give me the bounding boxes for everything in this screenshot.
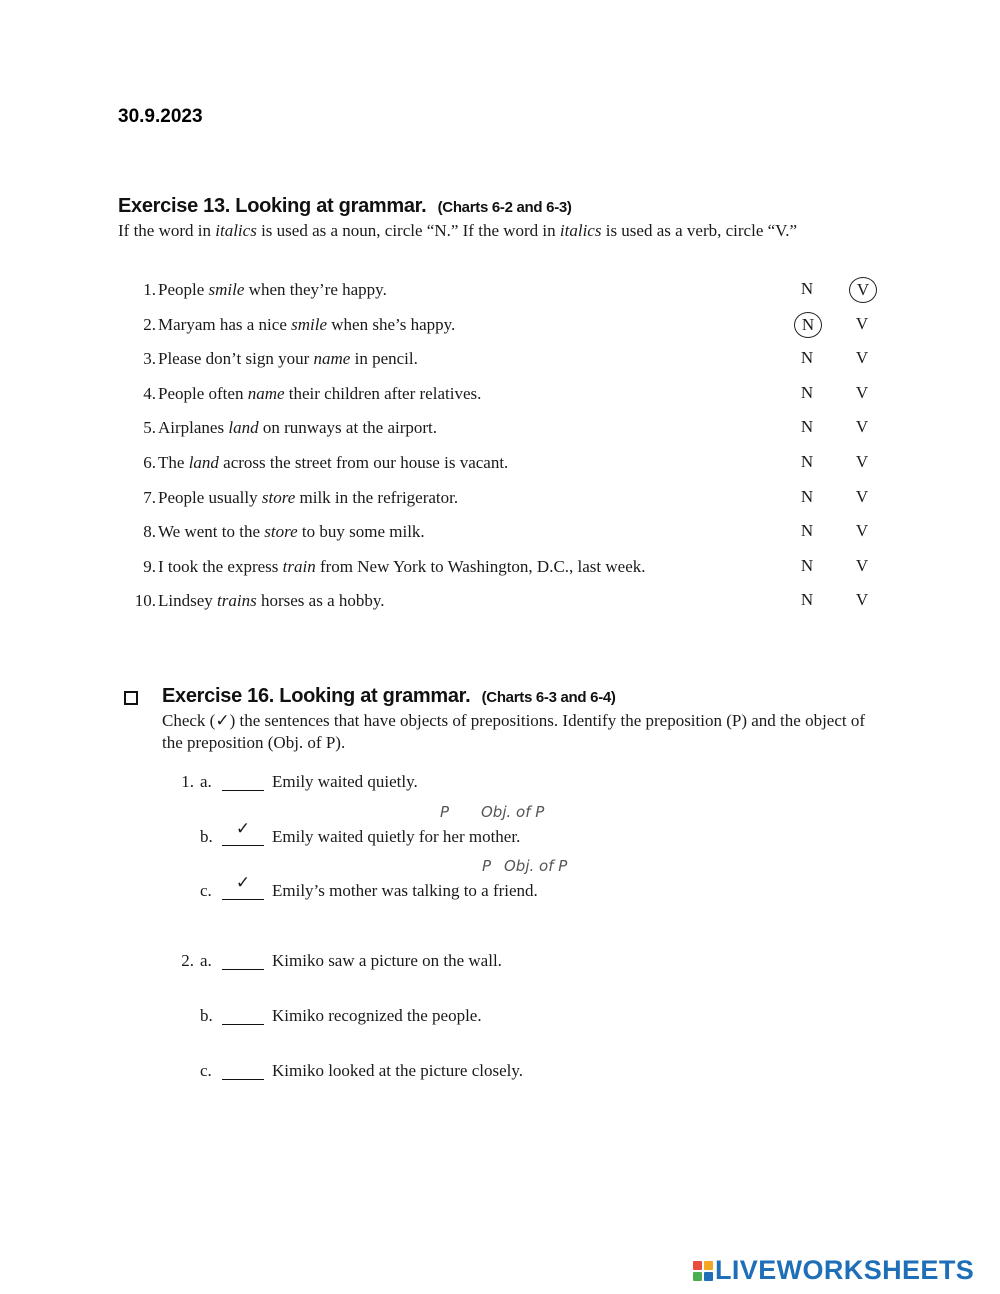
item-number: 9. xyxy=(143,556,156,576)
item-sentence xyxy=(158,315,455,335)
exercise-13 xyxy=(118,195,878,611)
exercise-13-item xyxy=(118,557,878,592)
exercise-13-items xyxy=(118,280,878,626)
item-number: 8. xyxy=(143,522,156,542)
target-word: store xyxy=(261,487,296,507)
exercise-13-item xyxy=(118,591,878,626)
option-verb[interactable]: V xyxy=(855,486,869,506)
option-verb[interactable]: V xyxy=(855,590,869,610)
logo-mark-icon xyxy=(693,1261,713,1281)
option-verb[interactable]: V xyxy=(855,348,869,368)
item-sentence xyxy=(158,557,646,577)
sentence-start: Please don’t sign your xyxy=(158,349,314,369)
item-number: 6. xyxy=(143,452,156,472)
logo-square xyxy=(693,1272,702,1281)
item-sentence xyxy=(158,280,387,300)
exercise-13-charts: (Charts 6-2 and 6-3) xyxy=(437,199,572,216)
exercise-13-item xyxy=(118,418,878,453)
item-letter: a. xyxy=(200,772,212,791)
italic-term: italics xyxy=(559,221,602,240)
exercise-16-title xyxy=(162,685,882,708)
answer-blank[interactable] xyxy=(222,951,264,970)
item-number: 10. xyxy=(134,591,156,611)
option-verb[interactable]: V xyxy=(855,451,869,471)
group-number: 2. xyxy=(181,951,194,970)
item-letter: c. xyxy=(200,1061,212,1080)
target-word: smile xyxy=(208,280,245,299)
exercise-13-item xyxy=(118,522,878,557)
item-sentence: Emily’s mother was talking to a friend. xyxy=(272,881,538,900)
target-word: trains xyxy=(217,591,257,611)
sentence-start: People xyxy=(158,280,209,299)
option-noun[interactable]: N xyxy=(800,451,814,471)
exercise-13-title xyxy=(118,195,878,218)
checkmark-icon: ✓ xyxy=(235,873,251,893)
option-verb[interactable]: V xyxy=(855,382,869,402)
target-word: name xyxy=(247,383,285,403)
instruction-text: is used as a noun, circle “N.” If the word in xyxy=(256,221,560,240)
option-noun[interactable]: N xyxy=(800,382,814,402)
sentence-start: Airplanes xyxy=(158,418,229,438)
annotation-obj-of-p: Obj. of P xyxy=(504,857,568,875)
annotation-p: P xyxy=(440,803,450,821)
sentence-end: when she’s happy. xyxy=(327,314,456,334)
option-noun[interactable]: N xyxy=(800,555,814,575)
sentence-end: when they’re happy. xyxy=(244,280,387,299)
target-word: train xyxy=(282,556,316,576)
sentence-end: their children after relatives. xyxy=(284,383,482,403)
logo-text: LIVEWORKSHEETS xyxy=(715,1255,975,1285)
instruction-text: is used as a verb, circle “V.” xyxy=(601,221,798,240)
item-sentence: Kimiko recognized the people. xyxy=(272,1006,482,1025)
target-word: smile xyxy=(291,314,328,334)
item-sentence xyxy=(158,384,481,404)
exercise-13-item xyxy=(118,349,878,384)
exercise-16-charts: (Charts 6-3 and 6-4) xyxy=(481,689,616,706)
answer-blank[interactable] xyxy=(222,772,264,791)
sentence-end: milk in the refrigerator. xyxy=(295,487,459,507)
answer-blank[interactable] xyxy=(222,1061,264,1080)
exercise-13-title-text: Exercise 13. Looking at grammar. xyxy=(118,195,427,217)
option-verb[interactable]: V xyxy=(855,555,869,575)
item-number: 7. xyxy=(143,487,156,507)
exercise-16-title-text: Exercise 16. Looking at grammar. xyxy=(162,685,471,707)
annotation-obj-of-p: Obj. of P xyxy=(481,803,545,821)
item-sentence xyxy=(158,349,418,369)
target-word: land xyxy=(188,452,219,472)
item-letter: a. xyxy=(200,951,212,970)
item-sentence xyxy=(158,488,458,508)
item-number: 2. xyxy=(143,314,156,334)
exercise-13-item xyxy=(118,280,878,315)
sentence-start: The xyxy=(158,452,189,472)
logo-square xyxy=(704,1272,713,1281)
exercise-13-item xyxy=(118,453,878,488)
sentence-end: in pencil. xyxy=(350,349,418,369)
exercise-16-header xyxy=(162,685,882,754)
item-sentence xyxy=(158,591,385,611)
logo-square xyxy=(704,1261,713,1270)
sentence-start: People usually xyxy=(158,487,262,507)
option-noun[interactable]: N xyxy=(800,521,814,541)
sentence-end: across the street from our house is vacant. xyxy=(218,452,509,472)
option-noun[interactable]: N xyxy=(800,348,814,368)
item-sentence xyxy=(158,418,437,438)
option-verb[interactable]: V xyxy=(855,417,869,437)
item-letter: c. xyxy=(200,881,212,900)
item-sentence xyxy=(158,522,425,542)
annotation-p: P xyxy=(482,857,492,875)
option-noun[interactable]: N xyxy=(794,312,822,338)
option-noun[interactable]: N xyxy=(800,486,814,506)
sentence-start: Maryam has a nice xyxy=(158,314,292,334)
sentence-end: from New York to Washington, D.C., last week. xyxy=(315,556,646,576)
target-word: land xyxy=(228,418,259,438)
item-number: 1. xyxy=(143,280,156,299)
option-noun[interactable]: N xyxy=(800,279,814,298)
sentence-start: Lindsey xyxy=(158,591,218,611)
option-noun[interactable]: N xyxy=(800,417,814,437)
item-sentence xyxy=(158,453,508,473)
sentence-start: People often xyxy=(158,383,248,403)
option-verb[interactable]: V xyxy=(855,521,869,541)
item-letter: b. xyxy=(200,827,213,846)
date: 30.9.2023 xyxy=(118,106,203,127)
item-letter: b. xyxy=(200,1006,213,1025)
group-number: 1. xyxy=(181,772,194,791)
sentence-end: horses as a hobby. xyxy=(256,591,385,611)
exercise-13-item xyxy=(118,384,878,419)
exercise-16-instructions: Check (✓) the sentences that have objects of prepositions. Identify the preposition (P) and the object of the preposition (Obj. of P). xyxy=(162,711,866,752)
target-word: store xyxy=(264,522,298,542)
item-sentence: Emily waited quietly. xyxy=(272,772,418,791)
checkbox-icon[interactable] xyxy=(124,691,138,705)
logo-square xyxy=(693,1261,702,1270)
liveworksheets-logo[interactable] xyxy=(693,1255,974,1286)
checkmark-icon: ✓ xyxy=(235,819,251,839)
sentence-start: I took the express xyxy=(158,556,283,576)
item-number: 3. xyxy=(143,349,156,369)
option-noun[interactable]: N xyxy=(800,590,814,610)
exercise-13-item xyxy=(118,488,878,523)
instruction-text: If the word in xyxy=(118,221,216,240)
item-sentence: Emily waited quietly for her mother. xyxy=(272,827,521,846)
italic-term: italics xyxy=(215,221,257,240)
item-number: 4. xyxy=(143,383,156,403)
exercise-13-item xyxy=(118,315,878,350)
exercise-13-instructions xyxy=(118,220,878,242)
answer-blank[interactable] xyxy=(222,1006,264,1025)
sentence-end: on runways at the airport. xyxy=(258,418,438,438)
item-number: 5. xyxy=(143,418,156,438)
item-sentence: Kimiko looked at the picture closely. xyxy=(272,1061,523,1080)
target-word: name xyxy=(313,349,351,369)
item-sentence: Kimiko saw a picture on the wall. xyxy=(272,951,502,970)
sentence-end: to buy some milk. xyxy=(297,522,425,542)
option-verb[interactable]: V xyxy=(855,313,869,333)
sentence-start: We went to the xyxy=(158,522,265,542)
option-verb[interactable]: V xyxy=(849,277,877,303)
